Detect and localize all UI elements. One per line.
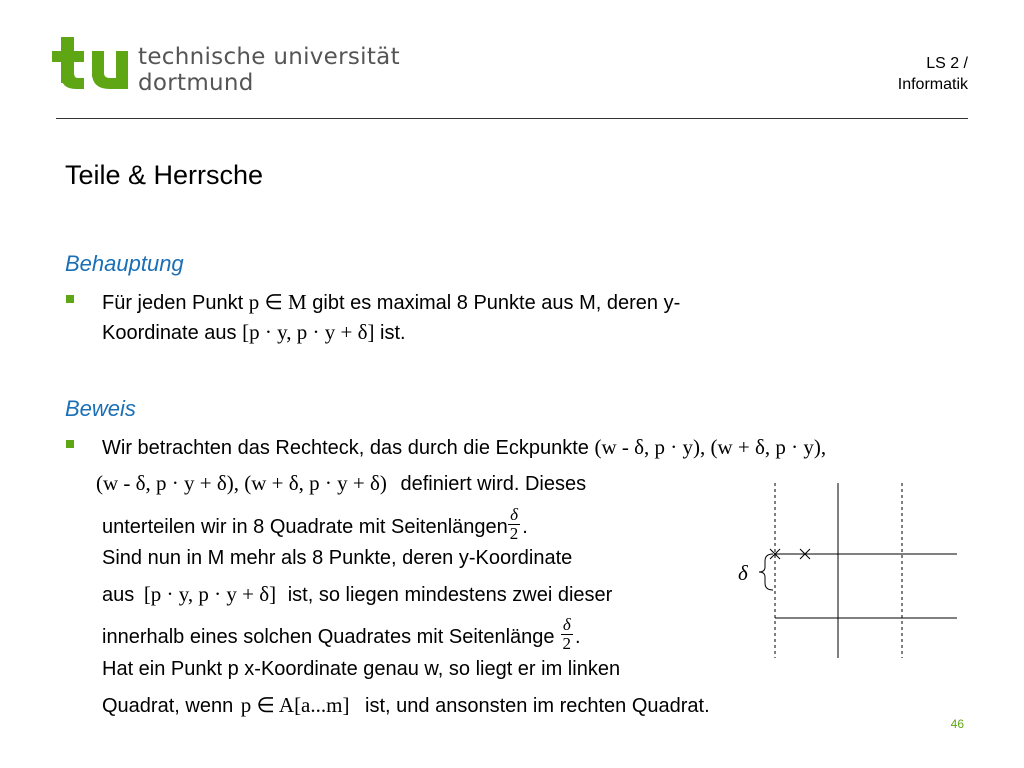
fraction-delta-half-1 bbox=[508, 506, 521, 543]
claim-text-3: Koordinate aus bbox=[102, 322, 237, 344]
page-number: 46 bbox=[950, 717, 964, 731]
claim-text-2: gibt es maximal 8 Punkte aus M, deren y- bbox=[312, 292, 681, 314]
proof-text-3: unterteilen wir in 8 Quadrate mit Seitenlängen bbox=[102, 515, 508, 538]
fraction-1-numerator: δ bbox=[510, 505, 518, 524]
delta-brace bbox=[759, 554, 773, 590]
proof-math-4: p ∈ A[a...m] bbox=[240, 693, 350, 717]
chair-label-line2: Informatik bbox=[897, 76, 968, 93]
university-name bbox=[138, 44, 400, 96]
slide-title: Teile & Herrsche bbox=[65, 160, 264, 190]
proof-heading: Beweis bbox=[65, 396, 136, 421]
tu-logo-icon bbox=[52, 37, 130, 93]
proof-math-2: (w - δ, p · y + δ), (w + δ, p · y + δ) bbox=[96, 471, 387, 495]
fraction-1-denominator: 2 bbox=[509, 524, 519, 543]
proof-text-1: Wir betrachten das Rechteck, das durch die Eckpunkte bbox=[102, 437, 589, 459]
chair-label bbox=[898, 53, 968, 95]
proof-line-8 bbox=[102, 693, 710, 718]
claim-math-1: p ∈ M bbox=[248, 290, 307, 314]
delta-label: δ bbox=[738, 561, 748, 585]
proof-math-3: [p · y, p · y + δ] bbox=[143, 582, 277, 606]
claim-text-4: ist. bbox=[380, 322, 406, 344]
claim-line-1 bbox=[102, 290, 680, 315]
proof-line-6 bbox=[102, 615, 581, 653]
proof-math-1: (w - δ, p · y), (w + δ, p · y), bbox=[594, 435, 827, 459]
proof-line-2 bbox=[96, 471, 586, 496]
claim-math-2: [p · y, p · y + δ] bbox=[242, 320, 375, 344]
chair-label-line1: LS 2 / bbox=[926, 55, 968, 72]
proof-text-6: ist, so liegen mindestens zwei dieser bbox=[287, 584, 613, 606]
proof-text-7b: . bbox=[575, 625, 581, 648]
claim-text-1: Für jeden Punkt bbox=[102, 292, 244, 314]
university-name-line2: dortmund bbox=[138, 70, 254, 96]
proof-bullet bbox=[66, 440, 74, 448]
proof-text-5: aus bbox=[102, 584, 135, 606]
fraction-2-denominator: 2 bbox=[562, 634, 572, 653]
proof-line-1 bbox=[102, 435, 826, 460]
proof-text-3b: . bbox=[522, 515, 528, 538]
header-divider bbox=[56, 118, 968, 119]
fraction-2-numerator: δ bbox=[562, 615, 571, 634]
proof-line-5 bbox=[102, 582, 612, 607]
proof-text-9: Quadrat, wenn bbox=[102, 695, 234, 717]
proof-line-7: Hat ein Punkt p x-Koordinate genau w, so liegt er im linken bbox=[102, 658, 621, 680]
proof-line-3 bbox=[102, 505, 528, 543]
proof-text-10: ist, und ansonsten im rechten Quadrat. bbox=[365, 695, 710, 717]
claim-line-2 bbox=[102, 320, 406, 345]
grid-figure bbox=[735, 483, 965, 658]
fraction-delta-half-2 bbox=[561, 616, 574, 653]
claim-bullet bbox=[66, 295, 74, 303]
proof-text-2: definiert wird. Dieses bbox=[400, 473, 587, 495]
proof-text-7: innerhalb eines solchen Quadrates mit Seitenlänge bbox=[102, 625, 555, 648]
claim-heading: Behauptung bbox=[65, 251, 184, 276]
proof-line-4: Sind nun in M mehr als 8 Punkte, deren y-Koordinate bbox=[102, 547, 573, 569]
university-name-line1: technische universität bbox=[138, 44, 400, 70]
